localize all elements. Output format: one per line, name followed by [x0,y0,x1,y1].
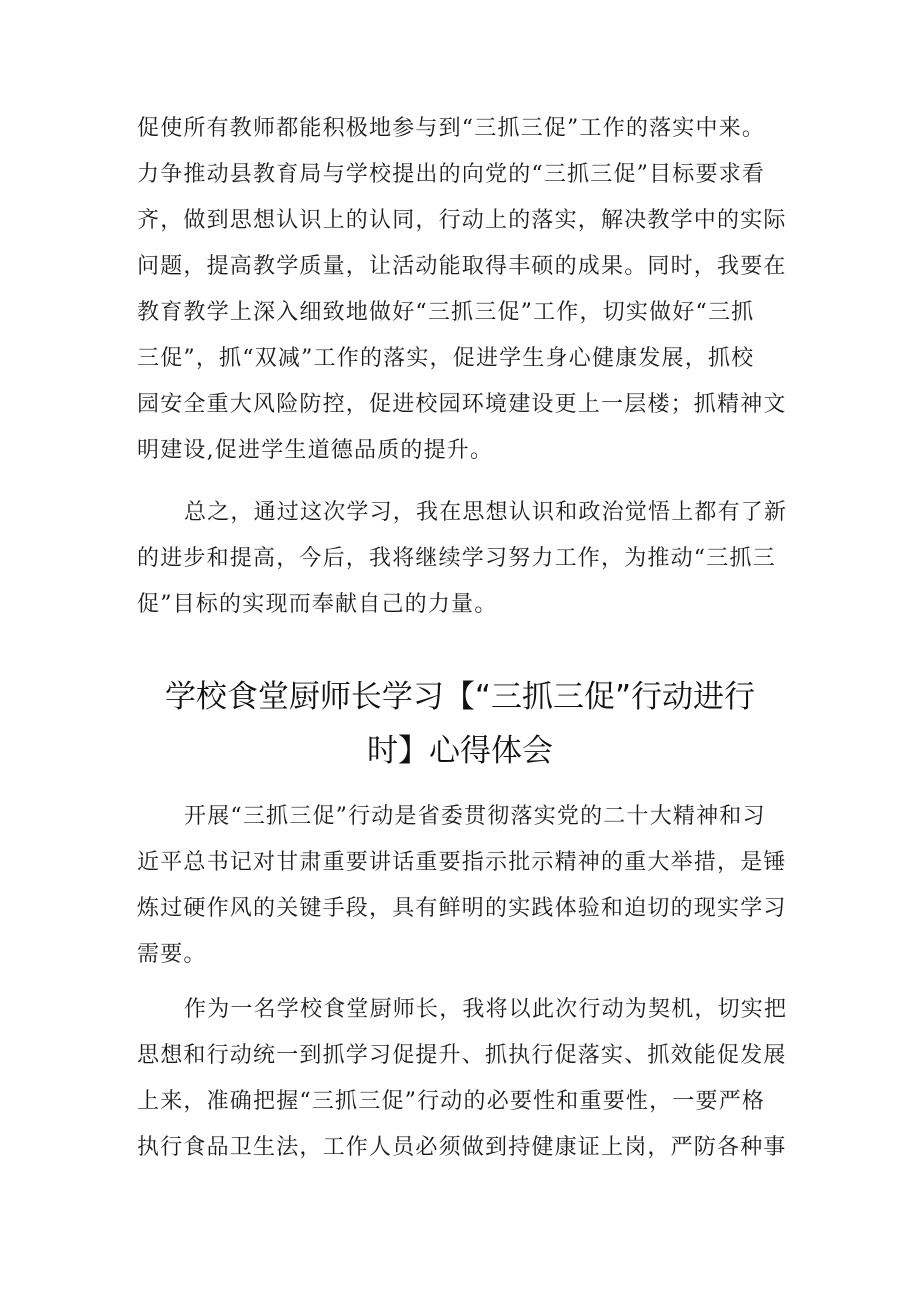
text-line: 炼过硬作风的关键手段，具有鲜明的实践体验和迫切的现实学习 [137,896,787,921]
text-line: 的进步和提高，今后，我将继续学习努力工作，为推动“三抓三 [137,546,776,571]
text-line: 总之，通过这次学习，我在思想认识和政治觉悟上都有了新 [184,500,788,525]
text-line: 三促”，抓“双减”工作的落实，促进学生身心健康发展，抓校 [137,346,755,371]
text-line: 问题，提高教学质量，让活动能取得丰硕的成果。同时，我要在 [137,254,787,279]
text-line: 思想和行动统一到抓学习促提升、抓执行促落实、抓效能促发展 [137,1043,787,1068]
text-line: 开展“三抓三促”行动是省委贯彻落实党的二十大精神和习 [184,804,766,829]
text-line: 齐，做到思想认识上的认同，行动上的落实，解决教学中的实际 [137,208,787,233]
paragraph-commitment [137,987,789,1171]
paragraph-conclusion [137,490,789,628]
text-line: 作为一名学校食堂厨师长，我将以此次行动为契机，切实把 [184,997,788,1022]
title-line: 时】心得体会 [367,733,553,769]
article-title [120,670,800,778]
text-line: 上来，准确把握“三抓三促”行动的必要性和重要性，一要严格 [137,1089,766,1114]
text-line: 促”目标的实现而奉献自己的力量。 [137,592,498,617]
text-line: 近平总书记对甘肃重要讲话重要指示批示精神的重大举措，是锤 [137,850,787,875]
title-line: 学校食堂厨师长学习【“三抓三促”行动进行 [164,679,756,715]
paragraph-continuation [137,106,789,474]
text-line: 需要。 [137,942,207,967]
text-line: 园安全重大风险防控，促进校园环境建设更上一层楼；抓精神文 [137,392,787,417]
text-line: 明建设,促进学生道德品质的提升。 [137,438,494,463]
paragraph-intro [137,794,789,978]
text-line: 促使所有教师都能积极地参与到“三抓三促”工作的落实中来。 [137,116,766,141]
text-line: 教育教学上深入细致地做好“三抓三促”工作，切实做好“三抓 [137,300,755,325]
text-line: 执行食品卫生法，工作人员必须做到持健康证上岗，严防各种事 [137,1135,787,1160]
text-line: 力争推动县教育局与学校提出的向党的“三抓三促”目标要求看 [137,162,766,187]
